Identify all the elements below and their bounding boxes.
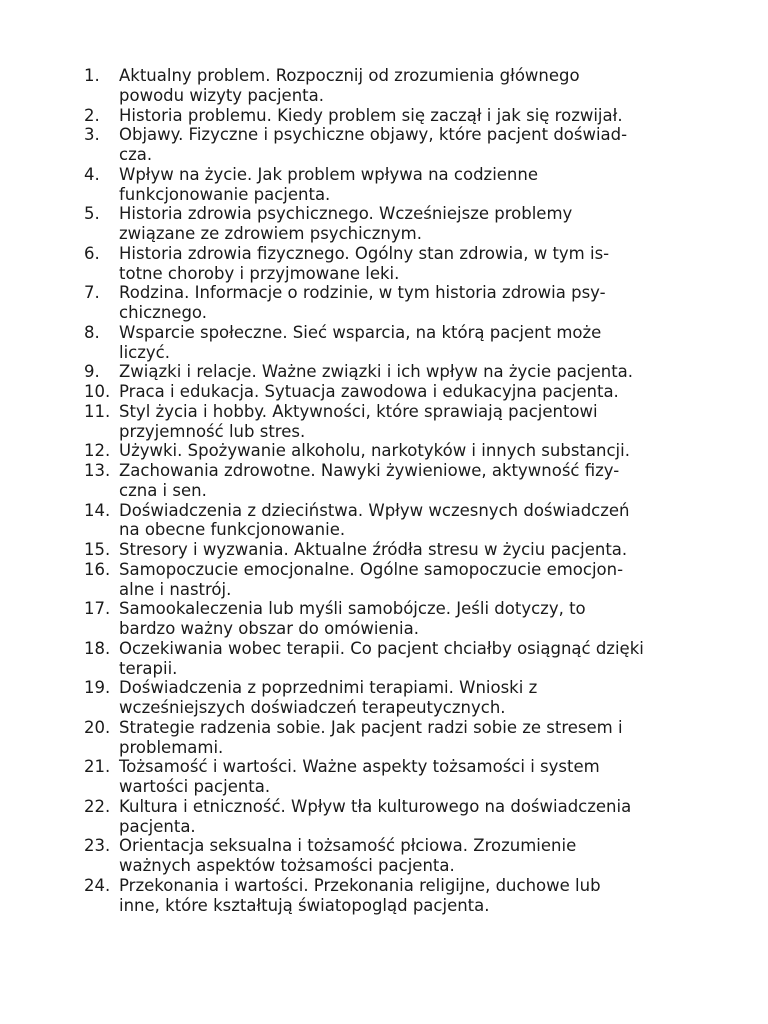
list-item-text: Orientacja seksualna i tożsamość płciowa. Zrozumienie ważnych aspektów tożsamości pacjenta. [119, 836, 577, 875]
list-item-number: 5. [84, 204, 100, 224]
list-item [84, 560, 704, 600]
list-item [84, 323, 704, 363]
list-item-number: 4. [84, 164, 100, 184]
list-item-number: 18. [84, 638, 111, 658]
list-item [84, 441, 704, 461]
list-item [84, 125, 704, 165]
list-item-text: Samookaleczenia lub myśli samobójcze. Jeśli dotyczy, to bardzo ważny obszar do omówienia. [119, 599, 586, 638]
list-item [84, 244, 704, 284]
list-item-text: Historia zdrowia psychicznego. Wcześniejsze problemy związane ze zdrowiem psychicznym. [119, 204, 573, 243]
list-item-number: 24. [84, 875, 111, 895]
list-item [84, 382, 704, 402]
list-item [84, 836, 704, 876]
list-item [84, 639, 704, 679]
list-item [84, 283, 704, 323]
list-item-text: Przekonania i wartości. Przekonania religijne, duchowe lub inne, które kształtują światopogląd pacjenta. [119, 875, 601, 915]
list-item-text: Wpływ na życie. Jak problem wpływa na codzienne funkcjonowanie pacjenta. [119, 164, 539, 204]
list-item-text: Historia problemu. Kiedy problem się zaczął i jak się rozwijał. [119, 105, 623, 125]
list-item-text: Praca i edukacja. Sytuacja zawodowa i edukacyjna pacjenta. [119, 382, 619, 401]
list-item-text: Stresory i wyzwania. Aktualne źródła stresu w życiu pacjenta. [119, 540, 628, 559]
list-item-text: Zachowania zdrowotne. Nawyki żywieniowe, aktywność fizy- czna i sen. [119, 461, 620, 500]
list-item-text: Używki. Spożywanie alkoholu, narkotyków i innych substancji. [119, 441, 630, 461]
list-item [84, 165, 704, 205]
list-item-number: 23. [84, 836, 111, 856]
numbered-list [84, 66, 704, 915]
list-item-number: 11. [84, 401, 111, 421]
list-item [84, 678, 704, 718]
list-item-number: 20. [84, 717, 111, 737]
list-item [84, 106, 704, 126]
list-item-text: Wsparcie społeczne. Sieć wsparcia, na którą pacjent może liczyć. [119, 322, 602, 362]
list-item [84, 797, 704, 837]
list-item-number: 22. [84, 796, 111, 816]
list-item-text: Tożsamość i wartości. Ważne aspekty tożsamości i system wartości pacjenta. [119, 757, 600, 796]
list-item-number: 15. [84, 540, 111, 559]
list-item-number: 12. [84, 441, 111, 461]
list-item-text: Styl życia i hobby. Aktywności, które sprawiają pacjentowi przyjemność lub stres. [119, 401, 598, 441]
list-item [84, 362, 704, 382]
list-item-text: Doświadczenia z poprzednimi terapiami. Wnioski z wcześniejszych doświadczeń terapeutycznych. [119, 678, 538, 717]
list-item-text: Strategie radzenia sobie. Jak pacjent radzi sobie ze stresem i problemami. [119, 717, 623, 757]
list-item-number: 13. [84, 461, 111, 480]
list-item-number: 17. [84, 599, 111, 619]
list-item-text: Aktualny problem. Rozpocznij od zrozumienia głównego powodu wizyty pacjenta. [119, 66, 580, 105]
list-item [84, 876, 704, 916]
list-item-text: Doświadczenia z dzieciństwa. Wpływ wczesnych doświadczeń na obecne funkcjonowanie. [119, 500, 630, 540]
list-item-number: 10. [84, 382, 111, 401]
list-item-text: Objawy. Fizyczne i psychiczne objawy, które pacjent doświad- cza. [119, 125, 628, 164]
list-item-number: 6. [84, 243, 100, 263]
list-item-number: 14. [84, 500, 111, 520]
list-item-number: 16. [84, 559, 111, 579]
list-item [84, 402, 704, 442]
list-item-number: 3. [84, 125, 100, 145]
list-item-text: Samopoczucie emocjonalne. Ogólne samopoczucie emocjon- alne i nastrój. [119, 559, 624, 599]
list-item-text: Historia zdrowia fizycznego. Ogólny stan zdrowia, w tym is- totne choroby i przyjmowane leki. [119, 243, 610, 283]
list-item-number: 21. [84, 757, 111, 777]
list-item [84, 461, 704, 501]
list-item [84, 599, 704, 639]
list-item-text: Kultura i etniczność. Wpływ tła kulturowego na doświadczenia pacjenta. [119, 796, 632, 836]
list-item-text: Oczekiwania wobec terapii. Co pacjent chciałby osiągnąć dzięki terapii. [119, 638, 644, 678]
list-item [84, 540, 704, 560]
list-item-text: Związki i relacje. Ważne związki i ich wpływ na życie pacjenta. [119, 362, 634, 382]
list-item [84, 66, 704, 106]
list-item [84, 757, 704, 797]
list-item-number: 9. [84, 362, 100, 382]
list-item-text: Rodzina. Informacje o rodzinie, w tym historia zdrowia psy- chicznego. [119, 283, 606, 322]
list-item [84, 204, 704, 244]
list-item-number: 7. [84, 283, 100, 303]
list-item-number: 19. [84, 678, 111, 698]
list-item-number: 1. [84, 66, 100, 85]
list-item-number: 8. [84, 322, 100, 342]
list-item-number: 2. [84, 105, 100, 125]
list-item [84, 718, 704, 758]
list-item [84, 501, 704, 541]
